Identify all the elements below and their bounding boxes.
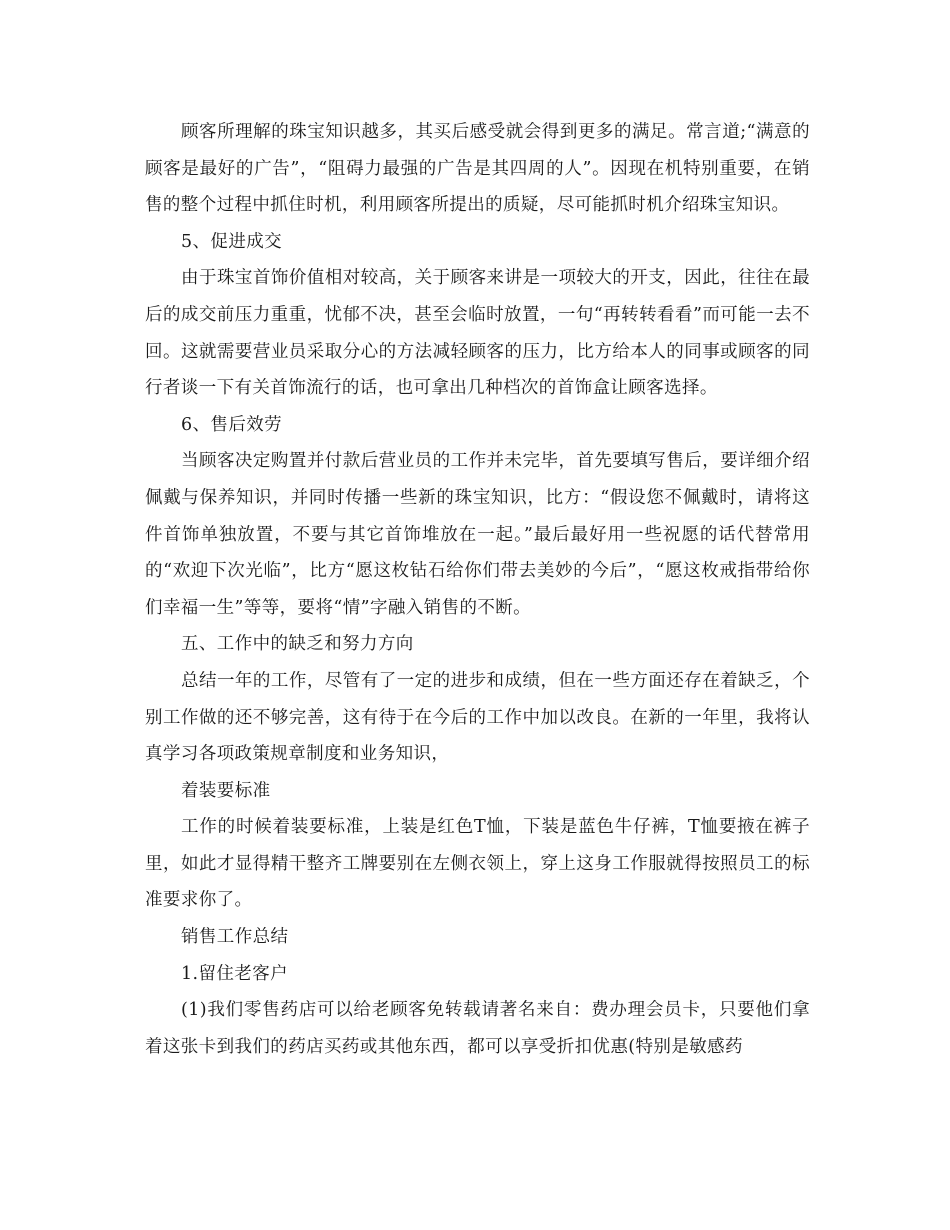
heading-shortcomings: 五、工作中的缺乏和努力方向 bbox=[181, 634, 414, 655]
heading-sales-summary: 销售工作总结 bbox=[181, 927, 289, 948]
paragraph-shortcomings: 总结一年的工作，尽管有了一定的进步和成绩，但在一些方面还存在着缺乏，个别工作做的还不够完善，这有待于在今后的工作中加以改良。在新的一年里，我将认真学习各项政策规章制度和业务知识， bbox=[145, 670, 810, 765]
heading-after-sales: 6、售后效劳 bbox=[181, 414, 283, 435]
paragraph-jewelry-knowledge: 顾客所理解的珠宝知识越多，其买后感受就会得到更多的满足。常言道;“满意的顾客是最好的广告”，“阻碍力最强的广告是其四周的人”。因现在机特别重要，在销售的整个过程中抓住时机，利用顾客所提出的质疑，尽可能抓时机介绍珠宝知识。 bbox=[145, 122, 810, 216]
paragraph-after-sales: 当顾客决定购置并付款后营业员的工作并未完毕，首先要填写售后，要详细介绍佩戴与保养知识，并同时传播一些新的珠宝知识，比方：“假设您不佩戴时，请将这件首饰单独放置，不要与其它首饰堆放在一起。”最后最好用一些祝愿的话代替常用的“欢迎下次光临”，比方“愿这枚钻石给你们带去美妙的今后”，“愿这枚戒指带给你们幸福一生”等等，要将“情”字融入销售的不断。 bbox=[145, 451, 810, 618]
document-body bbox=[145, 114, 810, 1065]
heading-retain-customers: 1.留住老客户 bbox=[181, 963, 288, 984]
paragraph-promote-deal: 由于珠宝首饰价值相对较高，关于顾客来讲是一项较大的开支，因此，往往在最后的成交前压力重重，忧郁不决，甚至会临时放置，一句“再转转看看”而可能一去不回。这就需要营业员采取分心的方法减轻顾客的压力，比方给本人的同事或顾客的同行者谈一下有关首饰流行的话，也可拿出几种档次的首饰盒让顾客选择。 bbox=[145, 268, 810, 399]
heading-promote-deal: 5、促进成交 bbox=[181, 231, 283, 252]
paragraph-dress-code: 工作的时候着装要标准，上装是红色T恤，下装是蓝色牛仔裤，T恤要掖在裤子里，如此才显得精干整齐工牌要别在左侧衣领上，穿上这身工作服就得按照员工的标准要求你了。 bbox=[145, 817, 810, 911]
paragraph-membership-card: (1)我们零售药店可以给老顾客免转载请著名来自：费办理会员卡，只要他们拿着这张卡到我们的药店买药或其他东西，都可以享受折扣优惠(特别是敏感药 bbox=[145, 1000, 810, 1057]
heading-dress-code: 着装要标准 bbox=[181, 780, 271, 801]
